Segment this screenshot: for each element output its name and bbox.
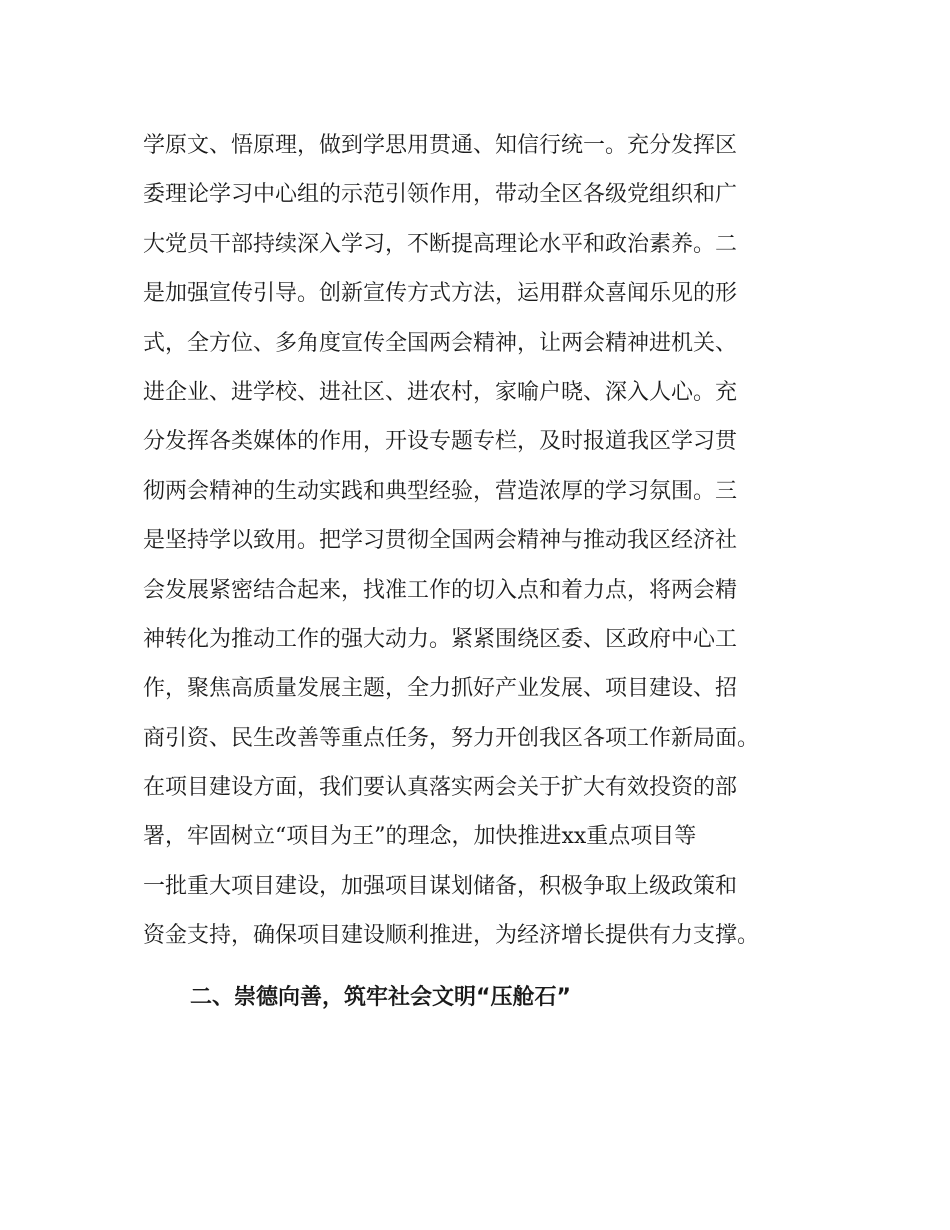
paragraph-line: 是加强宣传引导。创新宣传方式方法，运用群众喜闻乐见的形	[143, 281, 738, 307]
paragraph-line: 学原文、悟原理，做到学思用贯通、知信行统一。充分发挥区	[143, 133, 738, 158]
paragraph-line: 神转化为推动工作的强大动力。紧紧围绕区委、区政府中心工	[143, 626, 738, 652]
paragraph-line: 作，聚焦高质量发展主题，全力抓好产业发展、项目建设、招	[143, 676, 738, 702]
paragraph-line: 署，牢固树立“项目为王”的理念，加快推进xx重点项目等	[143, 824, 697, 850]
paragraph-line: 一批重大项目建设，加强项目谋划储备，积极争取上级政策和	[143, 873, 738, 899]
paragraph-line: 委理论学习中心组的示范引领作用，带动全区各级党组织和广	[143, 182, 738, 208]
paragraph-line: 式，全方位、多角度宣传全国两会精神，让两会精神进机关、	[143, 330, 738, 356]
paragraph-line: 商引资、民生改善等重点任务，努力开创我区各项工作新局面。	[143, 725, 760, 751]
paragraph-line: 是坚持学以致用。把学习贯彻全国两会精神与推动我区经济社	[143, 528, 738, 554]
paragraph-line: 会发展紧密结合起来，找准工作的切入点和着力点，将两会精	[143, 577, 738, 603]
paragraph-line: 资金支持，确保项目建设顺利推进，为经济增长提供有力支撑。	[143, 923, 760, 949]
paragraph-line: 大党员干部持续深入学习，不断提高理论水平和政治素养。二	[143, 231, 738, 257]
paragraph-line: 彻两会精神的生动实践和典型经验，营造浓厚的学习氛围。三	[143, 478, 738, 504]
paragraph-line: 进企业、进学校、进社区、进农村，家喻户晓、深入人心。充	[143, 379, 738, 405]
paragraph-line: 在项目建设方面，我们要认真落实两会关于扩大有效投资的部	[143, 775, 738, 801]
paragraph-line: 分发挥各类媒体的作用，开设专题专栏，及时报道我区学习贯	[143, 429, 738, 455]
body-paragraph	[143, 121, 823, 961]
section-heading: 二、崇德向善，筑牢社会文明“压舱石”	[190, 985, 571, 1010]
